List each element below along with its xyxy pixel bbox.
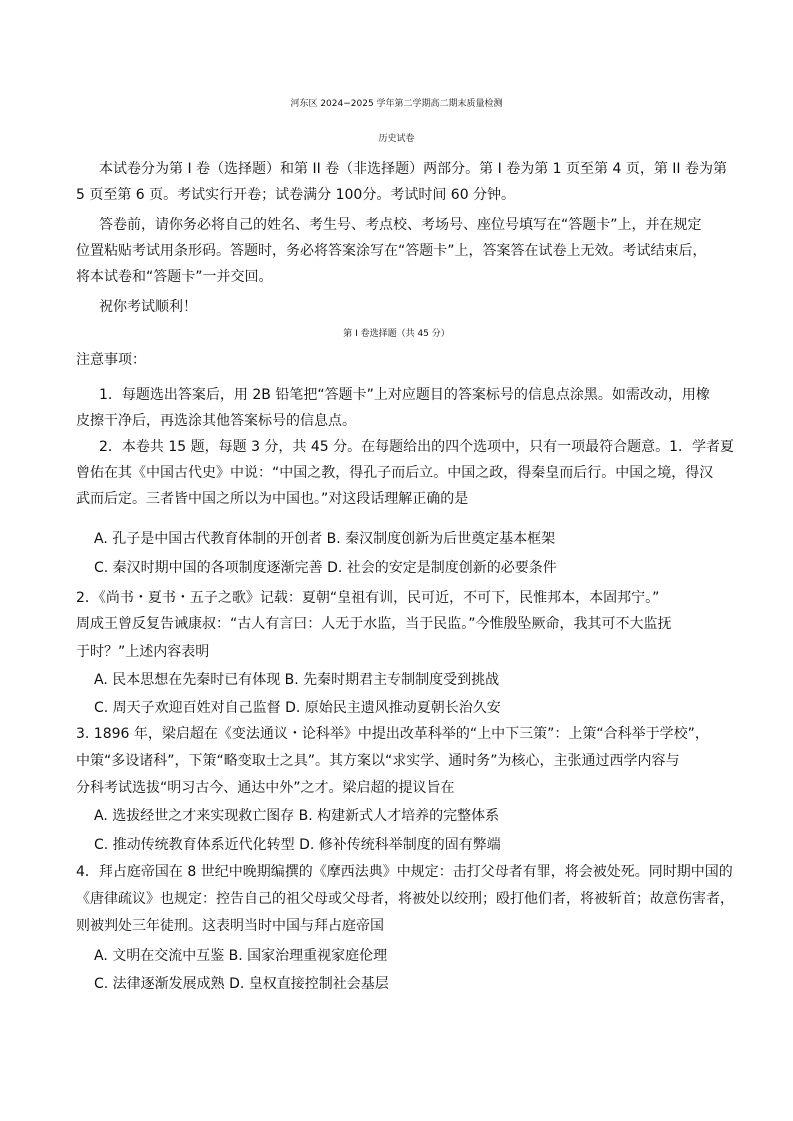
question-2-line-2: 周成王曾反复告诫康叔：“古人有言曰：人无于水监，当于民监。”今惟殷坠厥命，我其可不大监抚 xyxy=(76,616,672,632)
question-2-line-3: 于时？”上述内容表明 xyxy=(76,644,210,660)
notice-item-2-line-1: 2．本卷共 15 题，每题 3 分，共 45 分。在每题给出的四个选项中，只有一项最符合题意。1．学者夏 xyxy=(99,439,735,455)
question-3-line-3: 分科考试选拔“明习古今、通达中外”之才。梁启超的提议旨在 xyxy=(76,780,455,796)
question-4-line-2: 《唐律疏议》也规定：控告自己的祖父母或父母者，将被处以绞刑；殴打他们者，将被斩首；故意伤害者， xyxy=(76,891,734,907)
intro-paragraph-1-line-1: 本试卷分为第 I 卷（选择题）和第 II 卷（非选择题）两部分。第 I 卷为第 1 页至第 4 页，第 II 卷为第 xyxy=(99,161,727,177)
good-luck-wish: 祝你考试顺利！ xyxy=(99,299,197,315)
question-3-options-cd: C. 推动传统教育体系近代化转型 D. 修补传统科举制度的固有弊端 xyxy=(94,837,501,853)
exam-subject: 历史试卷 xyxy=(378,134,415,144)
question-2-options-ab: A. 民本思想在先秦时已有体现 B. 先秦时期君主专制制度受到挑战 xyxy=(94,672,500,688)
question-4-line-3: 则被判处三年徒刑。这表明当时中国与拜占庭帝国 xyxy=(76,918,384,934)
notice-item-2-line-3: 武而后定。三者皆中国之所以为中国也。”对这段话理解正确的是 xyxy=(76,491,469,507)
intro-paragraph-2-line-1: 答卷前，请你务必将自己的姓名、考生号、考点校、考场号、座位号填写在“答题卡”上，并在规定 xyxy=(99,217,702,233)
intro-paragraph-1-line-2: 5 页至第 6 页。考试实行开卷；试卷满分 100分。考试时间 60 分钟。 xyxy=(76,187,516,203)
intro-paragraph-2-line-2: 位置粘贴考试用条形码。答题时，务必将答案涂写在“答题卡”上，答案答在试卷上无效。考试结束后， xyxy=(76,243,707,259)
notice-item-1-line-2: 皮擦干净后，再选涂其他答案标号的信息点。 xyxy=(76,413,356,429)
question-3-options-ab: A. 选拔经世之才来实现救亡图存 B. 构建新式人才培养的完整体系 xyxy=(94,808,500,824)
exam-title: 河东区 2024−2025 学年第二学期高二期末质量检测 xyxy=(290,99,503,109)
notice-item-1-line-1: 1．每题选出答案后，用 2B 铅笔把“答题卡”上对应题目的答案标号的信息点涂黑。如需改动，用橡 xyxy=(99,387,710,403)
question-1-options-ab: A. 孔子是中国古代教育体制的开创者 B. 秦汉制度创新为后世奠定基本框架 xyxy=(94,531,556,547)
notice-heading: 注意事项： xyxy=(76,352,146,368)
question-4-line-1: 4．拜占庭帝国在 8 世纪中晚期编撰的《摩西法典》中规定：击打父母者有罪，将会被处死。同时期中国的 xyxy=(76,864,733,880)
notice-item-2-line-2: 曾佑在其《中国古代史》中说：“中国之教，得孔子而后立。中国之政，得秦皇而后行。中国之境，得汉 xyxy=(76,465,714,481)
question-3-line-1: 3. 1896 年，梁启超在《变法通议・论科举》中提出改革科举的“上中下三策”：上策“合科举于学校”， xyxy=(76,726,709,742)
intro-paragraph-2-line-3: 将本试卷和“答题卡”一并交回。 xyxy=(76,269,273,285)
question-1-options-cd: C. 秦汉时期中国的各项制度逐渐完善 D. 社会的安定是制度创新的必要条件 xyxy=(94,560,557,576)
question-3-line-2: 中策“多设诸科”，下策“略变取士之具”。其方案以“求实学、通时务”为核心，主张通过西学内容与 xyxy=(76,753,680,769)
question-4-options-cd: C. 法律逐渐发展成熟 D. 皇权直接控制社会基层 xyxy=(94,976,389,992)
section-title: 第 I 卷选择题（共 45 分） xyxy=(343,329,450,339)
question-2-options-cd: C. 周天子欢迎百姓对自己监督 D. 原始民主遗风推动夏朝长治久安 xyxy=(94,700,501,716)
question-4-options-ab: A. 文明在交流中互鉴 B. 国家治理重视家庭伦理 xyxy=(94,948,388,964)
question-2-line-1: 2．《尚书・夏书・五子之歌》记载：夏朝“皇祖有训，民可近，不可下，民惟邦本，本固邦宁。” xyxy=(76,590,660,606)
